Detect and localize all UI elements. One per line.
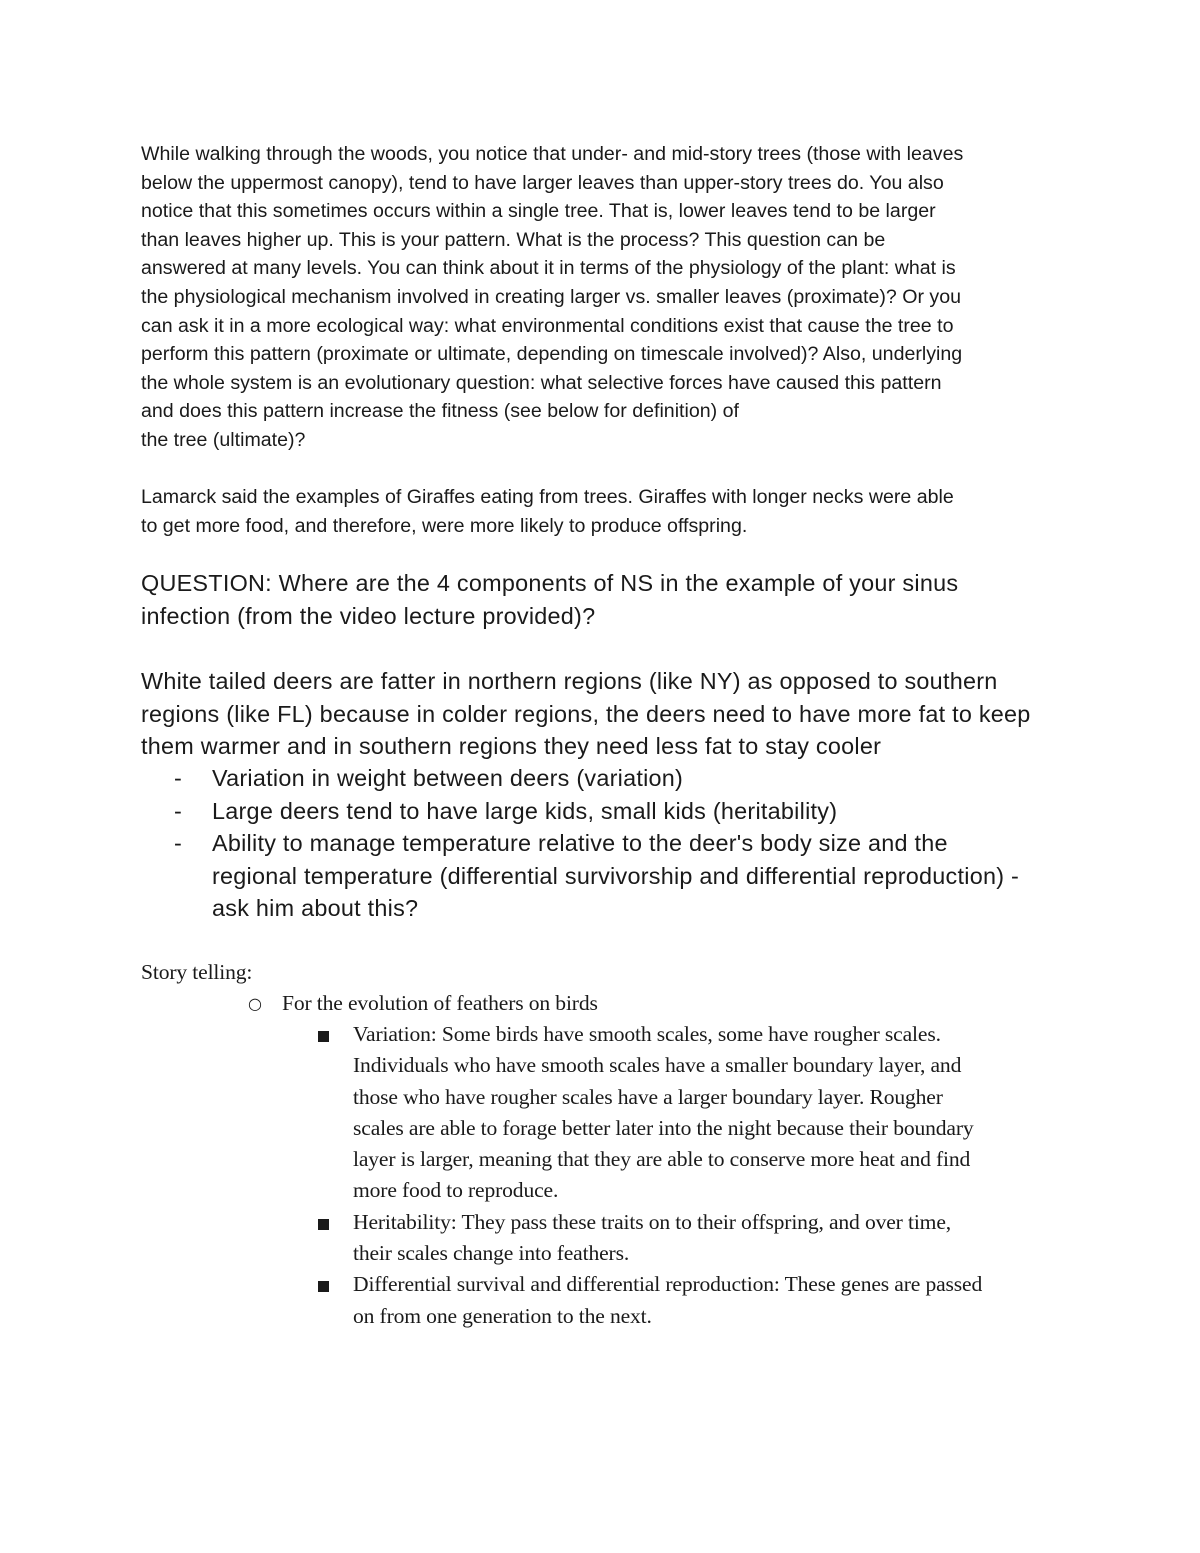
dash-bullet: -: [174, 797, 183, 824]
text-line: their scales change into feathers.: [353, 1241, 630, 1266]
hollow-circle-bullet: ○: [248, 994, 262, 1013]
text-line: Differential survival and differential reproduction: These genes are passed: [353, 1272, 983, 1297]
list-item: [318, 1207, 1078, 1270]
text-line: the physiological mechanism involved in creating larger vs. smaller leaves (proximate)? Or you: [141, 285, 962, 308]
text-line: Large deers tend to have large kids, small kids (heritability): [212, 797, 838, 824]
text-line: perform this pattern (proximate or ultimate, depending on timescale involved)? Also, underlying: [141, 343, 963, 366]
text-line: ask him about this?: [212, 895, 419, 922]
text-line: Variation: Some birds have smooth scales, some have rougher scales.: [353, 1022, 941, 1046]
list-item: [141, 795, 1066, 828]
text-line: notice that this sometimes occurs within a single tree. That is, lower leaves tend to be larger: [141, 200, 936, 223]
text-line: layer is larger, meaning that they are able to conserve more heat and find: [353, 1147, 971, 1172]
text-line: the tree (ultimate)?: [141, 428, 306, 451]
list-item: [318, 1269, 1078, 1332]
list-item: [141, 827, 1066, 925]
deer-bullet-list: [141, 762, 1066, 925]
text-line: scales are able to forage better later into the night because their boundary: [353, 1115, 974, 1140]
square-bullet: [318, 1219, 329, 1230]
dash-bullet: -: [174, 765, 183, 791]
text-line: Lamarck said the examples of Giraffes eating from trees. Giraffes with longer necks were able: [141, 486, 954, 508]
text-line: For the evolution of feathers on birds: [282, 991, 598, 1015]
text-line: Individuals who have smooth scales have a smaller boundary layer, and: [353, 1053, 962, 1078]
text-line: regional temperature (differential survivorship and differential reproduction) -: [212, 862, 1020, 889]
text-line: can ask it in a more ecological way: what environmental conditions exist that cause the tree to: [141, 314, 954, 337]
text-line: Ability to manage temperature relative to the deer's body size and the: [212, 830, 948, 857]
text-line: While walking through the woods, you notice that under- and mid-story trees (those with leaves: [141, 143, 964, 165]
question-paragraph: [141, 567, 1066, 632]
text-line: Heritability: They pass these traits on to their offspring, and over time,: [353, 1209, 951, 1234]
paragraph-leaves-pattern: [141, 140, 1066, 455]
text-line: more food to reproduce.: [353, 1178, 559, 1203]
text-line: below the uppermost canopy), tend to have larger leaves than upper-story trees do. You also: [141, 171, 944, 194]
text-line: QUESTION: Where are the 4 components of NS in the example of your sinus: [141, 570, 959, 596]
text-line: them warmer and in southern regions they need less fat to stay cooler: [141, 733, 882, 760]
text-line: those who have rougher scales have a larger boundary layer. Rougher: [353, 1084, 943, 1109]
text-line: to get more food, and therefore, were more likely to produce offspring.: [141, 514, 748, 537]
paragraph-lamarck: [141, 483, 1066, 540]
text-line: on from one generation to the next.: [353, 1303, 652, 1328]
text-line: and does this pattern increase the fitness (see below for definition) of: [141, 400, 739, 423]
text-line: the whole system is an evolutionary question: what selective forces have caused this pattern: [141, 371, 942, 394]
dash-bullet: -: [174, 830, 183, 857]
list-item: [141, 762, 1066, 795]
square-bullet: [318, 1031, 329, 1042]
text-line: White tailed deers are fatter in northern regions (like NY) as opposed to southern: [141, 668, 998, 694]
deer-paragraph: [141, 665, 1066, 763]
story-telling-heading: Story telling:: [141, 960, 253, 984]
square-bullet: [318, 1281, 329, 1292]
text-line: infection (from the video lecture provided)?: [141, 602, 596, 629]
list-item: [318, 1019, 1078, 1207]
text-line: answered at many levels. You can think about it in terms of the physiology of the plant: what is: [141, 257, 956, 280]
text-line: than leaves higher up. This is your pattern. What is the process? This question can be: [141, 228, 886, 251]
text-line: Variation in weight between deers (variation): [212, 765, 684, 791]
feathers-sub-list: [318, 1019, 1078, 1332]
text-line: regions (like FL) because in colder regions, the deers need to have more fat to keep: [141, 700, 1031, 727]
